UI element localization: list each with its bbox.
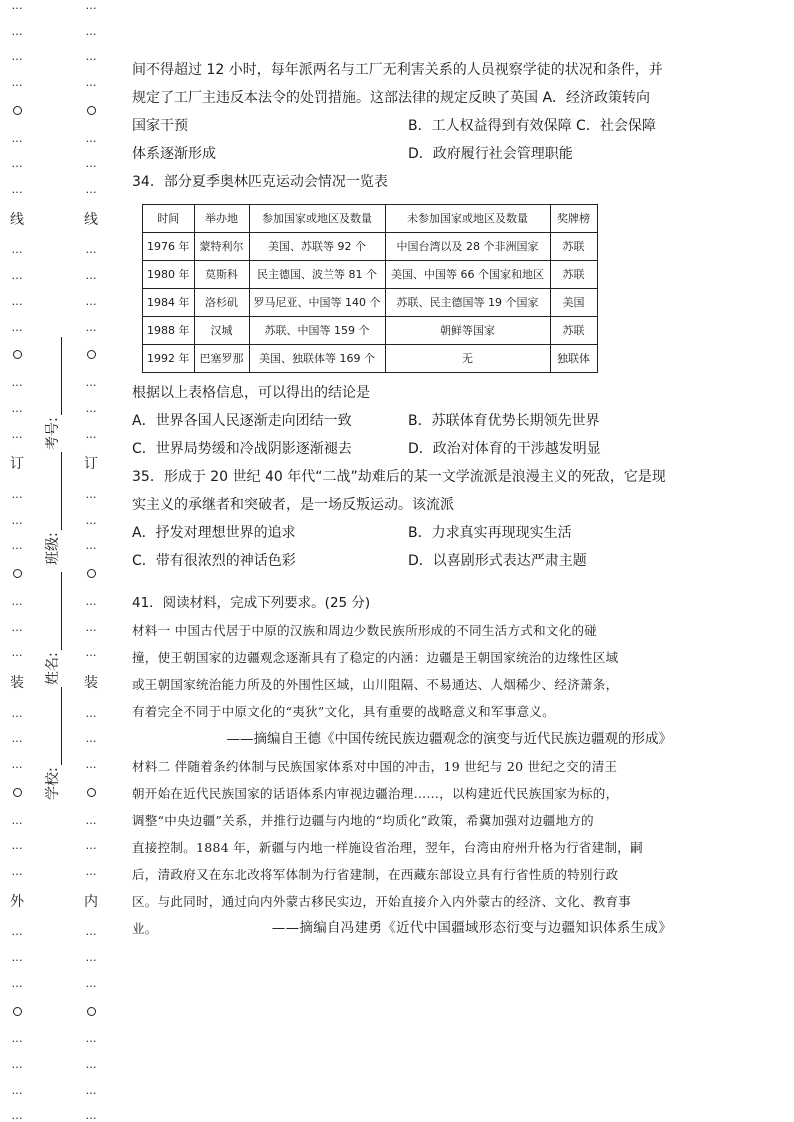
table-cell: 朝鲜等国家 [385, 317, 550, 345]
binding-circle [13, 1007, 22, 1016]
table-cell: 巴塞罗那 [194, 345, 249, 373]
table-row [143, 233, 598, 261]
question-34 [132, 168, 672, 463]
q33-line: 间不得超过 12 小时，每年派两名与工厂无利害关系的人员视察学徒的状况和条件，并 [132, 62, 663, 78]
binding-circle [13, 106, 22, 115]
table-cell: 罗马尼亚、中国等 140 个 [249, 289, 385, 317]
q41-stem: 41．阅读材料，完成下列要求。(25 分) [132, 595, 371, 611]
material-line: 撞，使王朝国家的边疆观念逐渐具有了稳定的内涵：边疆是王朝国家统治的边缘性区域 [132, 650, 619, 665]
q35-option-b: B．力求真实再现现实生活 [408, 525, 572, 541]
q35-option-a: A．抒发对理想世界的追求 [132, 525, 296, 541]
table-header-row [143, 205, 598, 233]
table-cell: 洛杉矶 [194, 289, 249, 317]
q35-option-d: D．以喜剧形式表达严肃主题 [408, 553, 587, 569]
school-field[interactable]: 学校: [42, 687, 62, 800]
table-cell: 1980 年 [143, 261, 195, 289]
table-cell: 汉城 [194, 317, 249, 345]
table-row [143, 345, 598, 373]
binding-mark-zhuang: 装 [10, 674, 24, 691]
question-41 [132, 589, 672, 942]
q34-options-row [132, 435, 672, 463]
binding-mark-xian: 线 [10, 211, 24, 228]
table-header: 参加国家或地区及数量 [249, 205, 385, 233]
table-cell: 无 [385, 345, 550, 373]
binding-mark-ding: 订 [10, 456, 24, 473]
table-cell: 苏联、中国等 159 个 [249, 317, 385, 345]
q35-options-row [132, 519, 672, 547]
table-cell: 苏联 [550, 317, 597, 345]
table-header: 举办地 [194, 205, 249, 233]
material-2 [132, 753, 672, 942]
q33-line: 规定了工厂主违反本法令的处罚措施。这部法律的规定反映了英国 A．经济政策转向 [132, 90, 651, 106]
material-1 [132, 617, 672, 725]
q34-option-b: B．苏联体育优势长期领先世界 [408, 413, 600, 429]
q34-question: 根据以上表格信息，可以得出的结论是 [132, 385, 370, 401]
q34-stem: 34．部分夏季奥林匹克运动会情况一览表 [132, 174, 388, 190]
q35-stem: 35．形成于 20 世纪 40 年代“二战”劫难后的某一文学流派是浪漫主义的死敌，它是现 [132, 469, 666, 485]
binding-mark-xian: 线 [84, 211, 98, 228]
table-cell: 民主德国、波兰等 81 个 [249, 261, 385, 289]
q34-option-c: C．世界局势缓和冷战阴影逐渐褪去 [132, 441, 352, 457]
table-cell: 1984 年 [143, 289, 195, 317]
binding-mark-nei: 内 [84, 893, 98, 910]
q33-options-row [132, 140, 672, 168]
binding-circle [87, 350, 96, 359]
table-header: 奖牌榜 [550, 205, 597, 233]
material-2-last-row [132, 915, 672, 942]
table-row [143, 289, 598, 317]
table-cell: 美国、独联体等 169 个 [249, 345, 385, 373]
binding-circle [87, 1007, 96, 1016]
table-cell: 苏联、民主德国等 19 个国家 [385, 289, 550, 317]
table-header: 未参加国家或地区及数量 [385, 205, 550, 233]
table-cell: 1976 年 [143, 233, 195, 261]
table-cell: 美国、苏联等 92 个 [249, 233, 385, 261]
outer-binding-line: … … … … … … … 线 … … … … … … … 订 … … … … … … 装 … … … … … … 外 … … … … … … … [10, 0, 24, 1122]
q35-options-row [132, 547, 672, 575]
binding-mark-zhuang: 装 [84, 674, 98, 691]
exam-number-field[interactable]: 考号: [42, 337, 62, 450]
table-cell: 美国、中国等 66 个国家和地区 [385, 261, 550, 289]
binding-circle [87, 106, 96, 115]
binding-mark-wai: 外 [10, 893, 24, 910]
q34-options-row [132, 407, 672, 435]
q33-option-b-c: B．工人权益得到有效保障 C．社会保障 [408, 118, 656, 134]
binding-mark-ding: 订 [84, 456, 98, 473]
material-line: 区。与此同时，通过向内外蒙古移民实边，开始直接介入内外蒙古的经济、文化、教育事 [132, 894, 632, 909]
q33-option-a-cont: 国家干预 [132, 118, 188, 134]
material-line: 业。 [132, 921, 158, 936]
q34-option-a: A．世界各国人民逐渐走向团结一致 [132, 413, 352, 429]
table-cell: 美国 [550, 289, 597, 317]
table-cell: 独联体 [550, 345, 597, 373]
q34-option-d: D．政治对体育的干涉越发明显 [408, 441, 601, 457]
q35-option-c: C．带有很浓烈的神话色彩 [132, 553, 296, 569]
q33-options-row [132, 112, 672, 140]
class-field[interactable]: 班级: [42, 452, 62, 565]
q33-option-d: D．政府履行社会管理职能 [408, 146, 573, 162]
binding-circle [87, 788, 96, 797]
name-field[interactable]: 姓名: [42, 572, 62, 685]
binding-circle [87, 569, 96, 578]
table-cell: 莫斯科 [194, 261, 249, 289]
material-line: 或王朝国家统治能力所及的外围性区域，山川阻隔、不易通达、人烟稀少、经济萧条， [132, 677, 619, 692]
material-1-source: ——摘编自王德《中国传统民族边疆观念的演变与近代民族边疆观的形成》 [226, 731, 672, 747]
material-line: 朝开始在近代民族国家的话语体系内审视边疆治理……，以构建近代民族国家为标的， [132, 786, 619, 801]
table-row [143, 261, 598, 289]
exam-content [132, 56, 672, 942]
olympics-table [142, 204, 598, 373]
inner-binding-line: … … … … … … … 线 … … … … … … … 订 … … … … … … 装 … … … … … … 内 … … … … … … … [84, 0, 98, 1122]
table-row [143, 317, 598, 345]
student-info [20, 330, 80, 810]
material-line: 调整“中央边疆”关系，并推行边疆与内地的“均质化”政策，希冀加强对边疆地方的 [132, 813, 594, 828]
material-line: 后，清政府又在东北改将军体制为行省建制，在西藏东部设立具有行省性质的特别行政 [132, 867, 619, 882]
material-line: 直接控制。1884 年，新疆与内地一样施设省治理，翌年，台湾由府州升格为行省建制，嗣 [132, 840, 643, 855]
table-cell: 1988 年 [143, 317, 195, 345]
q33-option-c-cont: 体系逐渐形成 [132, 146, 216, 162]
question-35 [132, 463, 672, 575]
q35-stem: 实主义的承继者和突破者，是一场反叛运动。该流派 [132, 497, 454, 513]
material-line: 材料二 伴随着条约体制与民族国家体系对中国的冲击，19 世纪与 20 世纪之交的清王 [132, 759, 618, 774]
material-line: 材料一 中国古代居于中原的汉族和周边少数民族所形成的不同生活方式和文化的碰 [132, 623, 598, 638]
material-line: 有着完全不同于中原文化的“夷狄”文化，具有重要的战略意义和军事意义。 [132, 704, 555, 719]
table-cell: 苏联 [550, 233, 597, 261]
table-cell: 蒙特利尔 [194, 233, 249, 261]
question-33-continued [132, 56, 672, 168]
table-cell: 1992 年 [143, 345, 195, 373]
table-header: 时间 [143, 205, 195, 233]
material-2-source: ——摘编自冯建勇《近代中国疆域形态衍变与边疆知识体系生成》 [271, 920, 672, 936]
table-cell: 中国台湾以及 28 个非洲国家 [385, 233, 550, 261]
table-cell: 苏联 [550, 261, 597, 289]
